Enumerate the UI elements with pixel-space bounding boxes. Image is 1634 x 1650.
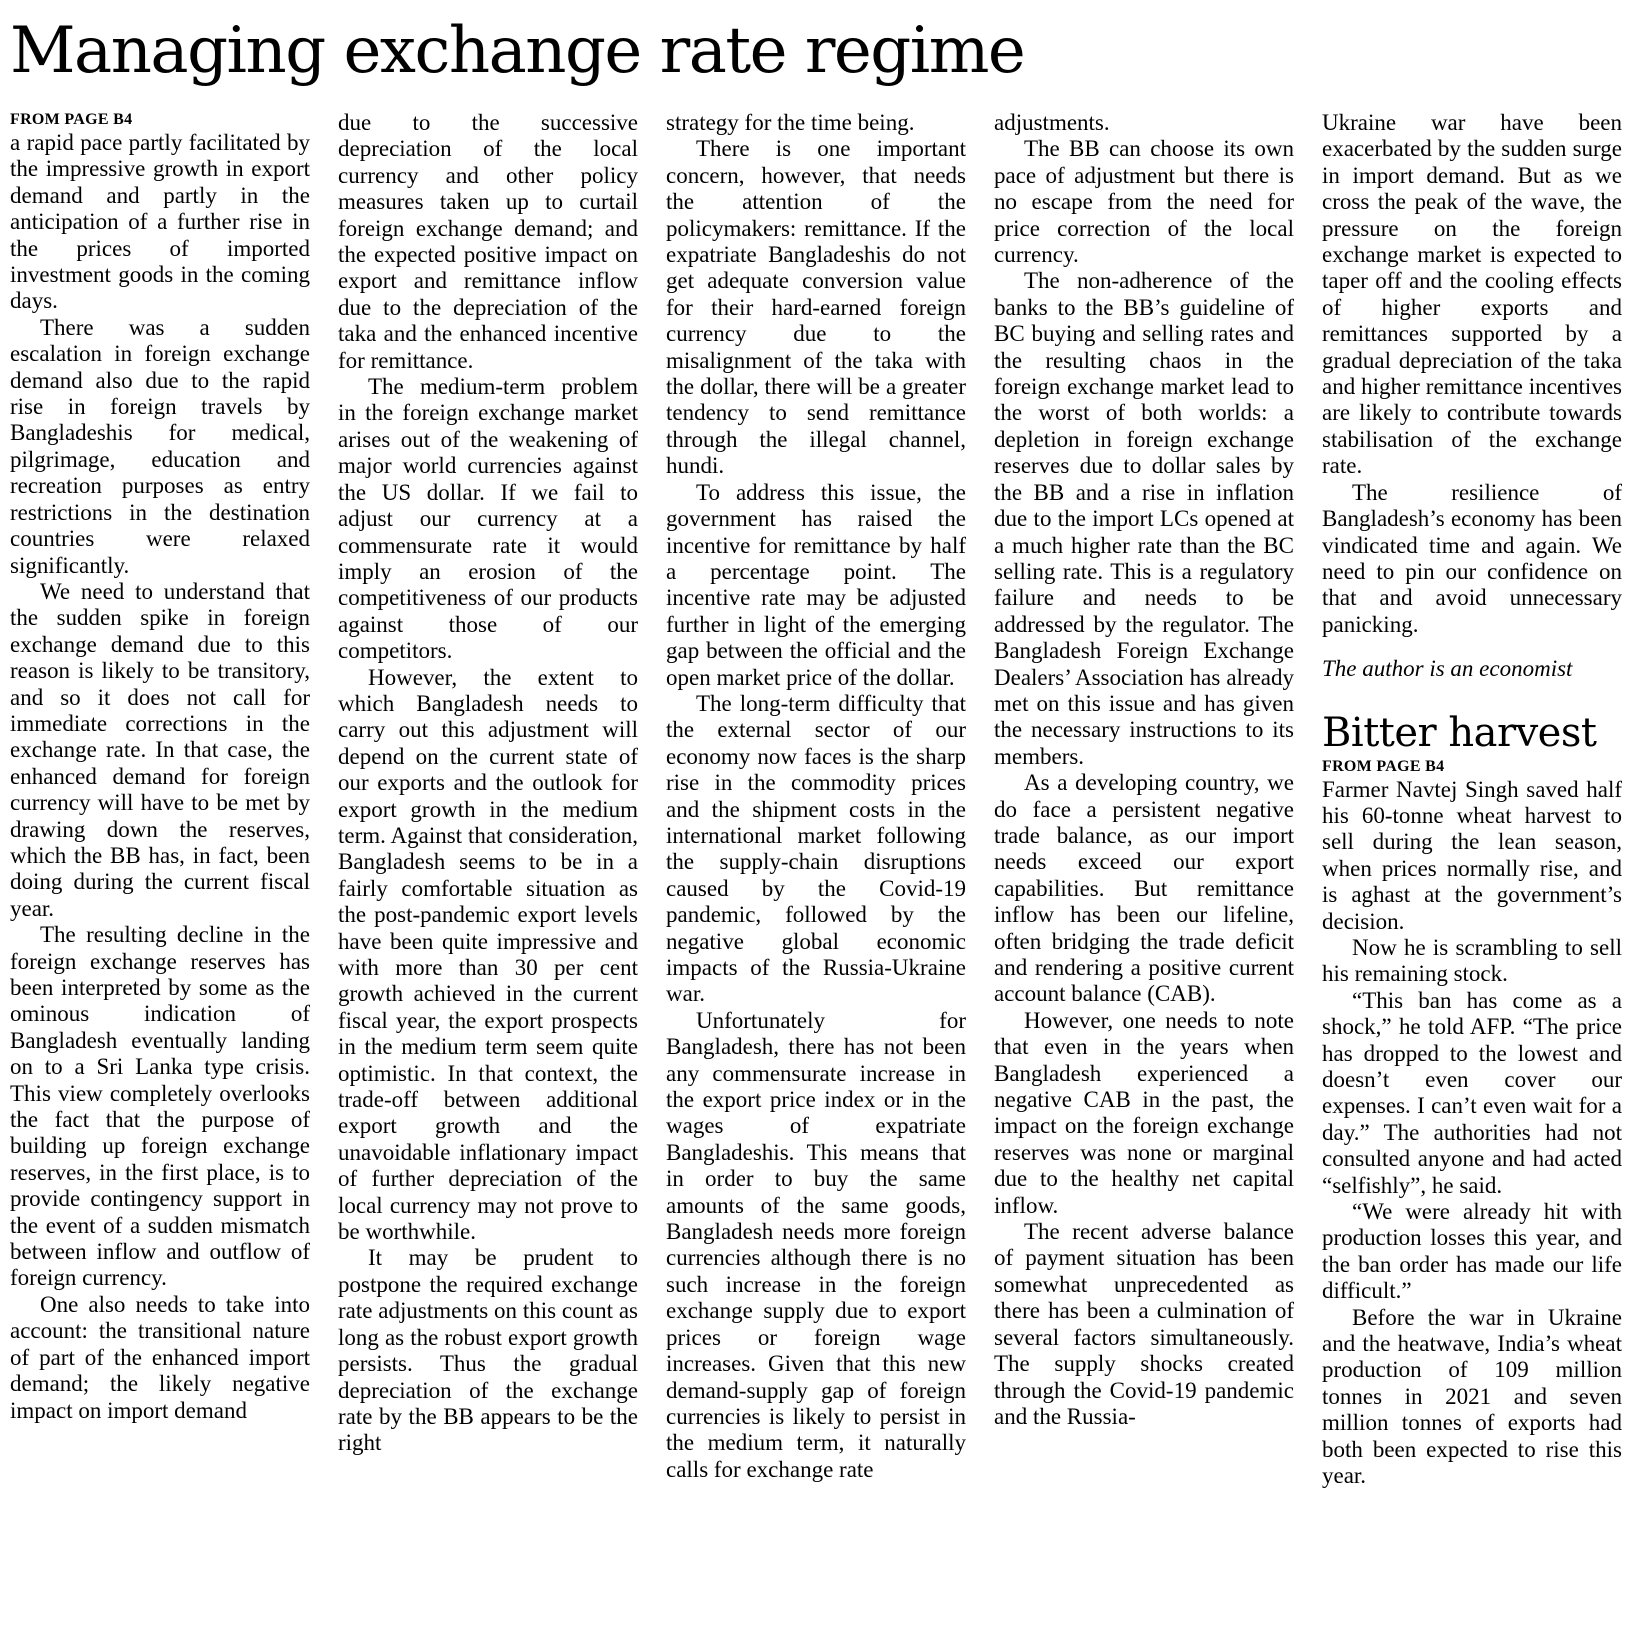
second-story-headline: Bitter harvest <box>1322 709 1597 756</box>
paragraph: It may be prudent to postpone the required exchange rate adjustments on this count as long as the robust export growth persists. Thus the gradual depreciation of the exchange rate by the BB appears to be the right <box>338 1245 638 1456</box>
paragraph: We need to understand that the sudden spike in foreign exchange demand due to this reason is likely to be transitory, and so it does not call for immediate corrections in the exchange rate. In that case, the enhanced demand for foreign currency will have to be met by drawing down the reserves, which the BB has, in fact, been doing during the current fiscal year. <box>10 578 310 921</box>
paragraph: due to the successive depreciation of the local currency and other policy measures taken up to curtail foreign exchange demand; and the expected positive impact on export and remittance inflow due to the depreciation of the taka and the enhanced incentive for remittance. <box>338 110 638 373</box>
article-column-1 <box>10 110 310 1645</box>
paragraph: The non-adherence of the banks to the BB’s guideline of BC buying and selling rates and the resulting chaos in the foreign exchange market lead to the worst of both worlds: a depletion in foreign exchange reserves due to dollar sales by the BB and a rise in inflation due to the import LCs opened at a much higher rate than the BC selling rate. This is a regulatory failure and needs to be addressed by the regulator. The Bangladesh Foreign Exchange Dealers’ Association has already met on this issue and has given the necessary instructions to its members. <box>994 268 1294 769</box>
paragraph: “This ban has come as a shock,” he told AFP. “The price has dropped to the lowest and doesn’t even cover our expenses. I can’t even wait for a day.” The authorities had not consulted anyone and had acted “selfishly”, he said. <box>1322 987 1622 1198</box>
second-story-kicker: FROM PAGE B4 <box>1322 757 1445 775</box>
article-column-4 <box>994 110 1294 1645</box>
article-column-5 <box>1322 110 1622 1645</box>
paragraph: Before the war in Ukraine and the heatwave, India’s wheat production of 109 million tonnes in 2021 and seven million tonnes of exports had both been expected to rise this year. <box>1322 1304 1622 1489</box>
paragraph: One also needs to take into account: the transitional nature of part of the enhanced import demand; the likely negative impact on import demand <box>10 1291 310 1423</box>
paragraph: However, the extent to which Bangladesh needs to carry out this adjustment will depend on the current state of our exports and the outlook for export growth in the medium term. Against that consideration, Bangladesh seems to be in a fairly comfortable situation as the post-pandemic export levels have been quite impressive and with more than 30 per cent growth achieved in the current fiscal year, the export prospects in the medium term seem quite optimistic. In that context, the trade-off between additional export growth and the unavoidable inflationary impact of further depreciation of the local currency may not prove to be worthwhile. <box>338 664 638 1245</box>
paragraph: The resilience of Bangladesh’s economy has been vindicated time and again. We need to pin our confidence on that and avoid unnecessary panicking. <box>1322 479 1622 637</box>
author-byline: The author is an economist <box>1322 656 1573 682</box>
paragraph: There was a sudden escalation in foreign exchange demand also due to the rapid rise in foreign travels by Bangladeshis for medical, pilgrimage, education and recreation purposes as entry restrictions in the destination countries were relaxed significantly. <box>10 314 310 578</box>
paragraph: Unfortunately for Bangladesh, there has not been any commensurate increase in the export price index or in the wages of expatriate Bangladeshis. This means that in order to buy the same amounts of the same goods, Bangladesh needs more foreign currencies although there is no such increase in the foreign exchange supply due to export prices or foreign wage increases. Given that this new demand-supply gap of foreign currencies is likely to persist in the medium term, it naturally calls for exchange rate <box>666 1007 966 1482</box>
continuation-kicker: FROM PAGE B4 <box>10 111 133 128</box>
paragraph: strategy for the time being. <box>666 110 915 135</box>
article-column-3 <box>666 110 966 1645</box>
paragraph: The medium-term problem in the foreign exchange market arises out of the weakening of major world currencies against the US dollar. If we fail to adjust our currency at a commensurate rate it would imply an erosion of the competitiveness of our products against those of our competitors. <box>338 374 638 664</box>
paragraph: adjustments. <box>994 110 1110 135</box>
article-column-2 <box>338 110 638 1645</box>
paragraph: The BB can choose its own pace of adjustment but there is no escape from the need for price correction of the local currency. <box>994 136 1294 268</box>
paragraph: “We were already hit with production losses this year, and the ban order has made our life difficult.” <box>1322 1199 1622 1304</box>
paragraph: The resulting decline in the foreign exchange reserves has been interpreted by some as the ominous indication of Bangladesh eventually landing on to a Sri Lanka type crisis. This view completely overlooks the fact that the purpose of building up foreign exchange reserves, in the first place, is to provide contingency support in the event of a sudden mismatch between inflow and outflow of foreign currency. <box>10 922 310 1291</box>
paragraph: The recent adverse balance of payment situation has been somewhat unprecedented as there has been a culmination of several factors simultaneously. The supply shocks created through the Covid-19 pandemic and the Russia- <box>994 1219 1294 1429</box>
paragraph: There is one important concern, however, that needs the attention of the policymakers: remittance. If the expatriate Bangladeshis do not get adequate conversion value for their hard-earned foreign currency due to the misalignment of the taka with the dollar, there will be a greater tendency to send remittance through the illegal channel, hundi. <box>666 136 966 479</box>
paragraph: The long-term difficulty that the external sector of our economy now faces is the sharp rise in the commodity prices and the shipment costs in the international market following the supply-chain disruptions caused by the Covid-19 pandemic, followed by the negative global economic impacts of the Russia-Ukraine war. <box>666 690 966 1007</box>
paragraph: However, one needs to note that even in the years when Bangladesh experienced a negative CAB in the past, the impact on the foreign exchange reserves was none or marginal due to the healthy net capital inflow. <box>994 1007 1294 1218</box>
paragraph: Farmer Navtej Singh saved half his 60-tonne wheat harvest to sell during the lean season, when prices normally rise, and is aghast at the government’s decision. <box>1322 776 1622 934</box>
paragraph: To address this issue, the government has raised the incentive for remittance by half a percentage point. The incentive rate may be adjusted further in light of the emerging gap between the official and the open market price of the dollar. <box>666 479 966 690</box>
article-headline: Managing exchange rate regime <box>10 14 1025 88</box>
paragraph: Ukraine war have been exacerbated by the sudden surge in import demand. But as we cross the peak of the wave, the pressure on the foreign exchange market is expected to taper off and the cooling effects of higher exports and remittances supported by a gradual depreciation of the taka and higher remittance incentives are likely to contribute towards stabilisation of the exchange rate. <box>1322 110 1622 479</box>
paragraph: As a developing country, we do face a persistent negative trade balance, as our import needs exceed our export capabilities. But remittance inflow has been our lifeline, often bridging the trade deficit and rendering a positive current account balance (CAB). <box>994 770 1294 1007</box>
paragraph: a rapid pace partly facilitated by the impressive growth in export demand and partly in the anticipation of a further rise in the prices of imported investment goods in the coming days. <box>10 130 310 314</box>
paragraph: Now he is scrambling to sell his remaining stock. <box>1322 934 1622 987</box>
